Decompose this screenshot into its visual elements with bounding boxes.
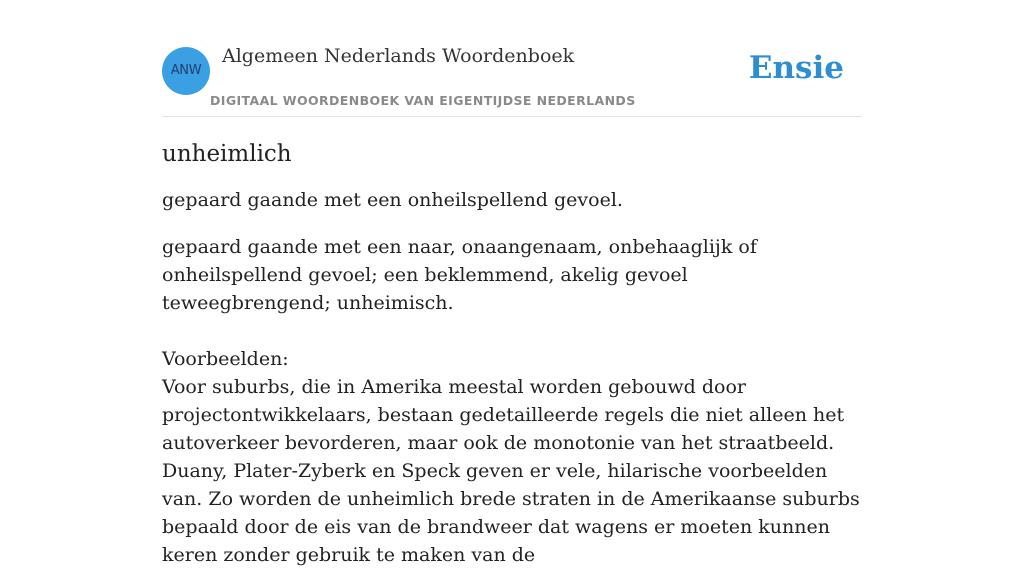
short-definition: gepaard gaande met een onheilspellend gevoel.	[162, 189, 623, 211]
site-title[interactable]: Algemeen Nederlands Woordenboek	[222, 45, 575, 67]
example-text: Voor suburbs, die in Amerika meestal worden gebouwd door projectontwikkelaars, bestaan gedetailleerde regels die niet alleen het autoverkeer bevorderen, maar ook de monotonie van het straatbeeld. Duany, Plater-Zyberk en Speck geven er vele, hilarische voorbeelden van. Zo worden de unheimlich brede straten in de Amerikaanse suburbs bepaald door de eis van de brandweer dat wagens er moeten kunnen keren zonder gebruik te maken van de	[162, 376, 860, 566]
ensie-brand-logo[interactable]: Ensie	[748, 50, 844, 86]
entry-content	[162, 138, 862, 569]
long-definition: gepaard gaande met een naar, onaangenaam, onbehaaglijk of onheilspellend gevoel; een beklemmend, akelig gevoel teweegbrengend; unheimisch.	[162, 236, 757, 314]
examples-label: Voorbeelden:	[162, 348, 289, 370]
anw-logo[interactable]: ANW	[162, 47, 210, 95]
entry-headword: unheimlich	[162, 141, 292, 167]
site-header	[162, 0, 862, 117]
site-subtitle: DIGITAAL WOORDENBOEK VAN EIGENTIJDSE NEDERLANDS	[210, 93, 636, 108]
